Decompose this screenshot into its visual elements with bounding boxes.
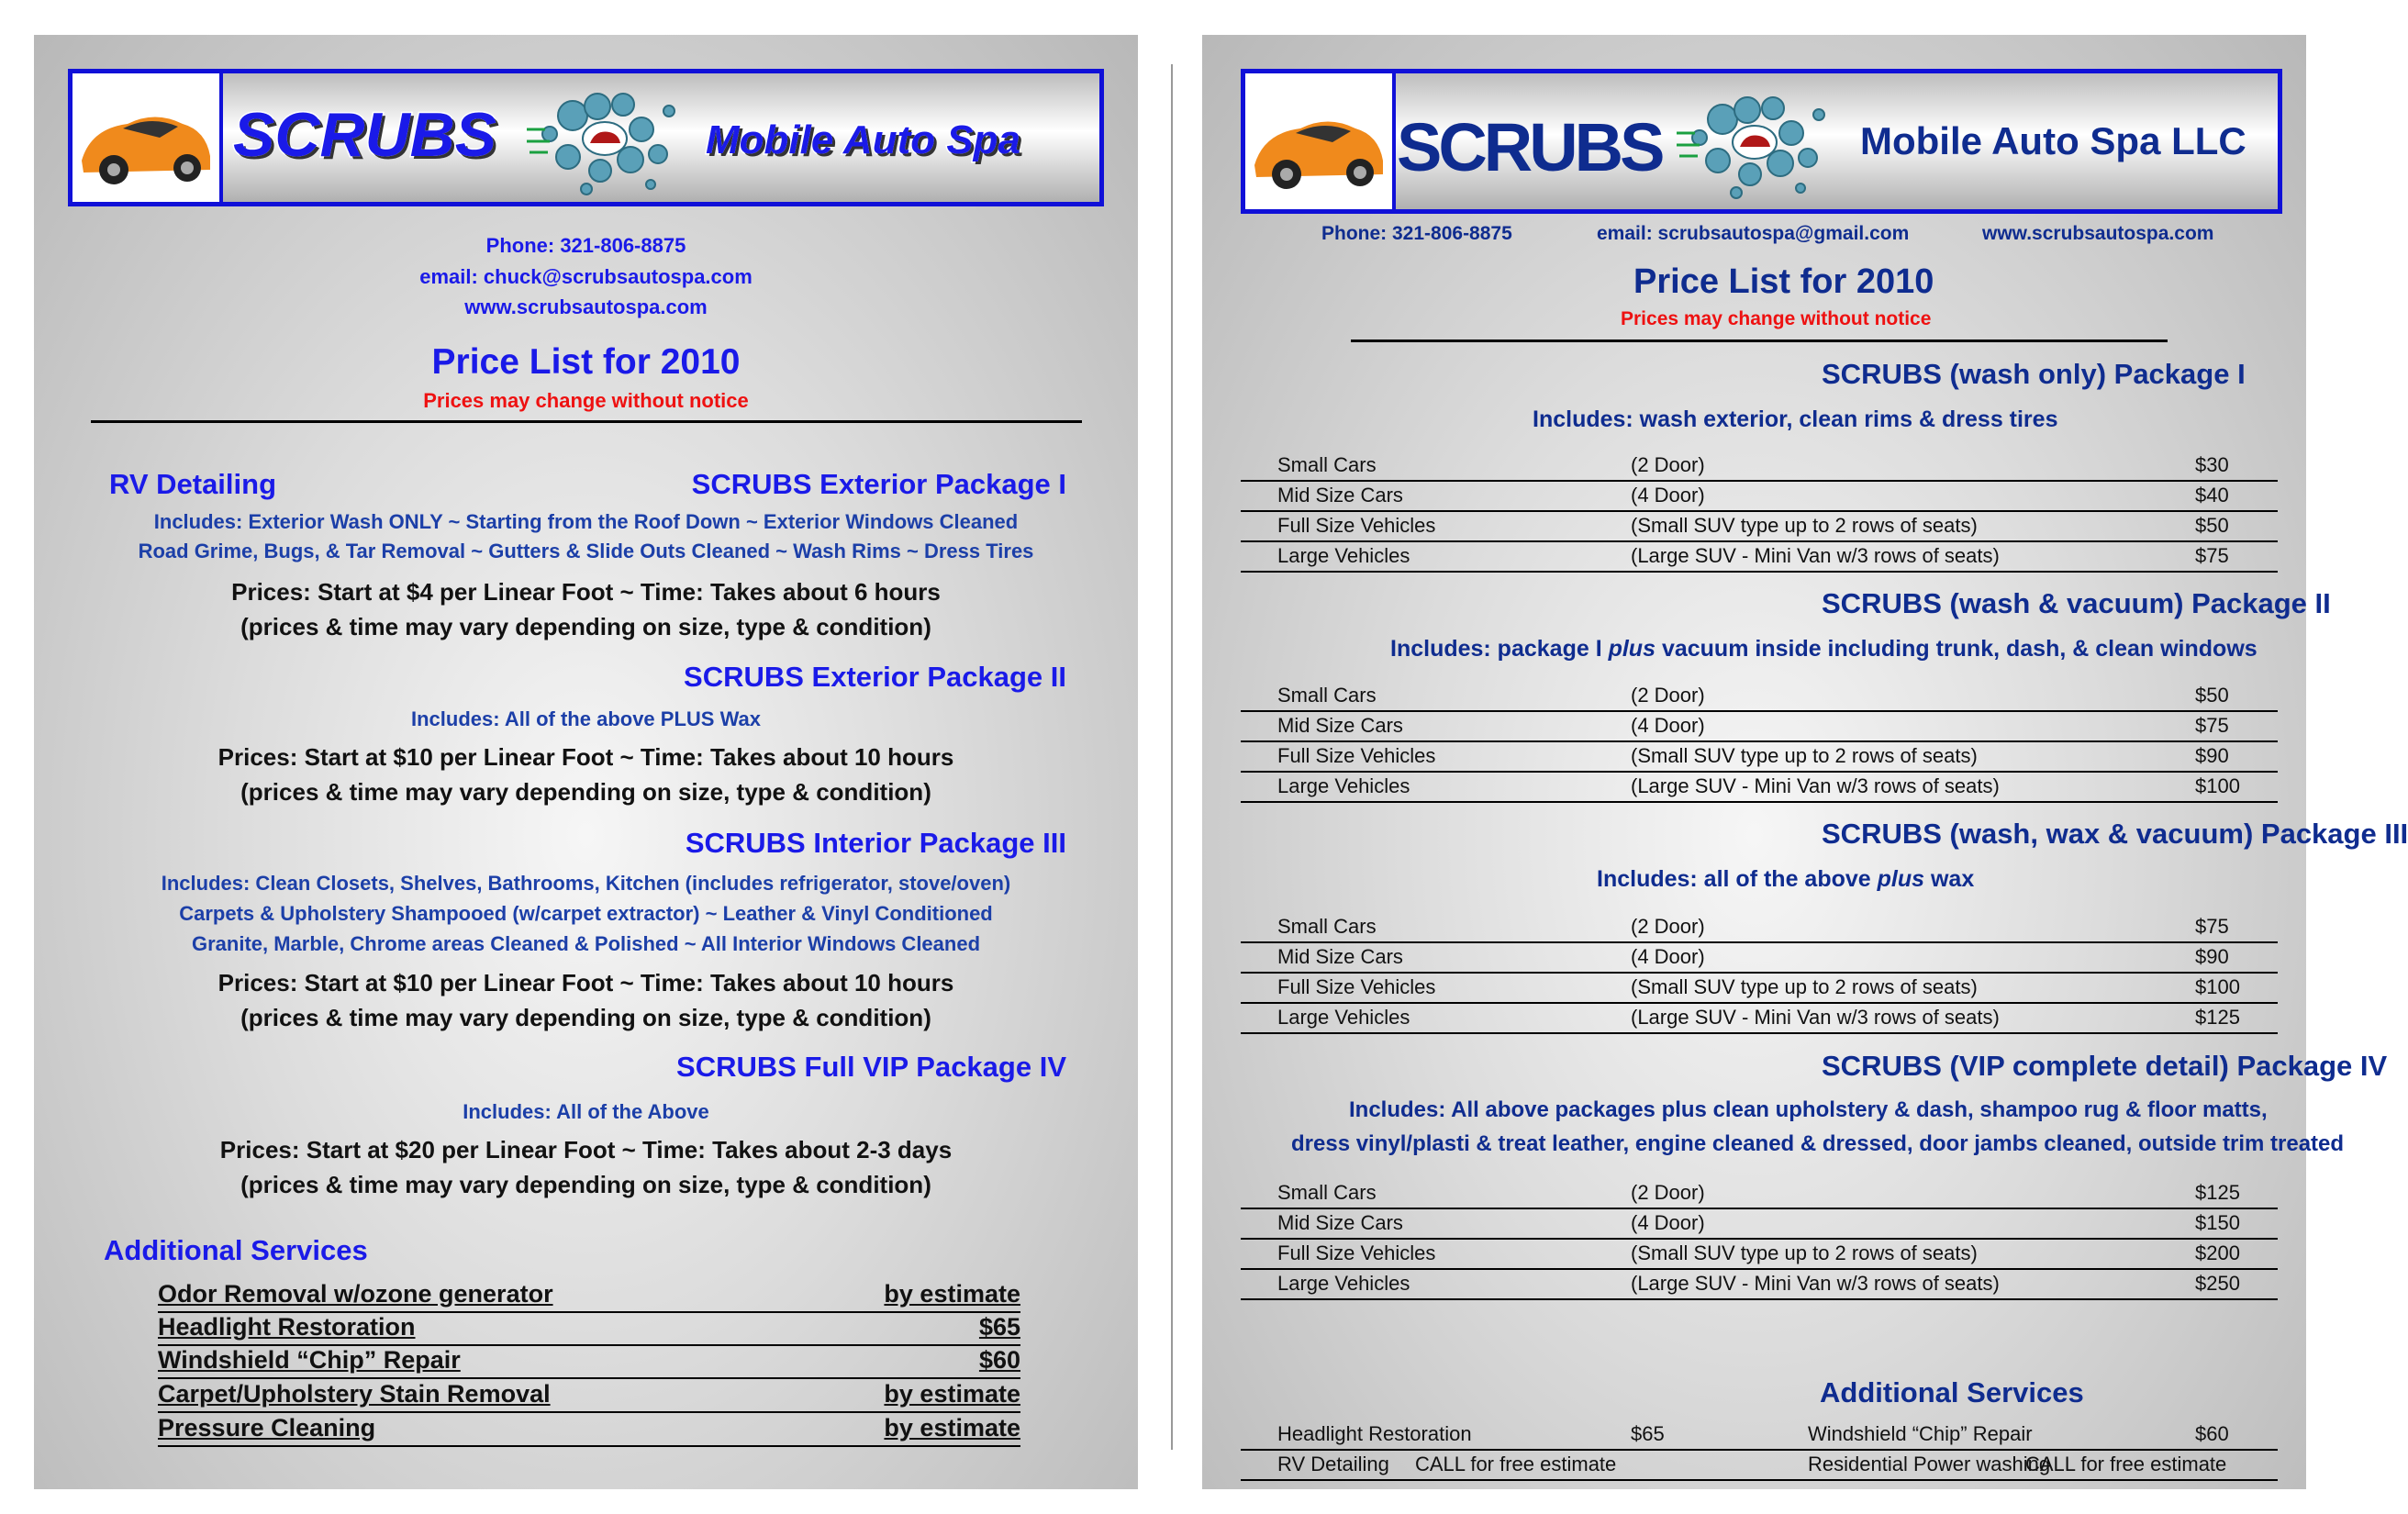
- package-1-includes: Includes: Exterior Wash ONLY ~ Starting from the Roof Down ~ Exterior Windows Cleaned: [153, 510, 1019, 533]
- additional-services-heading: Additional Services: [1820, 1376, 2084, 1408]
- vehicle-class: Small Cars: [1277, 915, 1377, 938]
- price-row: [1241, 480, 2278, 512]
- vehicle-desc: (Small SUV type up to 2 rows of seats): [1631, 744, 1978, 767]
- vehicle-class: Full Size Vehicles: [1277, 744, 1436, 767]
- vehicle-class: Small Cars: [1277, 684, 1377, 707]
- flyer-page-rv: [34, 35, 1138, 1489]
- service-price: $60: [978, 1346, 1020, 1374]
- vehicle-price: $125: [2195, 1006, 2240, 1029]
- service-row: [158, 1278, 1020, 1313]
- vehicle-price: $200: [2195, 1241, 2240, 1264]
- vehicle-price: $50: [2195, 514, 2229, 537]
- vehicle-price: $30: [2195, 453, 2229, 476]
- package-3-name: SCRUBS Interior Package III: [685, 827, 1066, 859]
- vehicle-class: Full Size Vehicles: [1277, 514, 1436, 537]
- price-row: [1241, 540, 2278, 573]
- price-row: [1241, 771, 2278, 803]
- vehicle-price: $100: [2195, 774, 2240, 797]
- vehicle-price: $90: [2195, 744, 2229, 767]
- car-image: [72, 73, 223, 202]
- package-4-includes: Includes: All above packages plus clean upholstery & dash, shampoo rug & floor matts,: [1349, 1097, 2268, 1122]
- email: email: chuck@scrubsautospa.com: [419, 265, 752, 288]
- includes-emphasis: plus: [1608, 636, 1656, 662]
- package-1-name: SCRUBS (wash only) Package I: [1822, 358, 2246, 390]
- phone: Phone: 321-806-8875: [1321, 223, 1512, 244]
- vehicle-desc: (Small SUV type up to 2 rows of seats): [1631, 1241, 1978, 1264]
- brand-tagline: Mobile Auto Spa: [706, 117, 1021, 162]
- package-1-name: SCRUBS Exterior Package I: [691, 468, 1066, 500]
- package-4-name: SCRUBS Full VIP Package IV: [676, 1051, 1066, 1083]
- vehicle-class: Mid Size Cars: [1277, 714, 1403, 737]
- vehicle-desc: (Small SUV type up to 2 rows of seats): [1631, 514, 1978, 537]
- vehicle-class: Mid Size Cars: [1277, 1211, 1403, 1234]
- includes-emphasis: plus: [1877, 866, 1925, 892]
- bubbles-logo-graphic: [522, 79, 687, 200]
- vehicle-price: $125: [2195, 1181, 2240, 1204]
- package-3-name: SCRUBS (wash, wax & vacuum) Package III: [1822, 818, 2408, 850]
- package-1-price: Prices: Start at $4 per Linear Foot ~ Time: Takes about 6 hours: [231, 578, 941, 606]
- title-divider: [91, 420, 1082, 423]
- service-row: [1241, 1449, 2278, 1481]
- package-4-price: Prices: Start at $20 per Linear Foot ~ Time: Takes about 2-3 days: [219, 1136, 953, 1163]
- includes-text: vacuum inside including trunk, dash, & clean windows: [1656, 636, 2258, 662]
- package-3-price: Prices: Start at $10 per Linear Foot ~ Time: Takes about 10 hours: [217, 969, 954, 996]
- package-2-includes: Includes: All of the above PLUS Wax: [411, 707, 761, 730]
- service-row: [158, 1311, 1020, 1346]
- vehicle-price: $100: [2195, 975, 2240, 998]
- vehicle-class: Large Vehicles: [1277, 544, 1410, 567]
- package-3-includes: Includes: Clean Closets, Shelves, Bathrooms, Kitchen (includes refrigerator, stove/oven): [161, 872, 1011, 895]
- price-row: [1241, 1268, 2278, 1300]
- package-1-includes: Includes: wash exterior, clean rims & dress tires: [1533, 406, 2058, 432]
- package-3-includes: Granite, Marble, Chrome areas Cleaned & Polished ~ All Interior Windows Cleaned: [191, 932, 981, 955]
- brand-logo: SCRUBS: [1397, 109, 1662, 185]
- package-3-includes: [1597, 866, 1974, 893]
- includes-text: Includes: package I: [1390, 636, 1609, 662]
- includes-text: Includes: all of the above: [1597, 866, 1878, 892]
- vehicle-desc: (4 Door): [1631, 484, 1705, 507]
- price-list-title: Price List for 2010: [1633, 262, 1934, 301]
- vehicle-desc: (4 Door): [1631, 1211, 1705, 1234]
- website: www.scrubsautospa.com: [464, 295, 708, 318]
- vehicle-class: Full Size Vehicles: [1277, 975, 1436, 998]
- service-price: $65: [1631, 1422, 1665, 1445]
- car-image: [1245, 73, 1396, 209]
- rv-detailing-heading: RV Detailing: [109, 468, 277, 500]
- service-price: CALL for free estimate: [1415, 1453, 1617, 1475]
- service-name: Carpet/Upholstery Stain Removal: [158, 1380, 551, 1408]
- vehicle-class: Large Vehicles: [1277, 1006, 1410, 1029]
- vehicle-price: $150: [2195, 1211, 2240, 1234]
- flyer-page-cars: [1202, 35, 2408, 1489]
- service-name: Headlight Restoration: [158, 1313, 416, 1341]
- service-name: Pressure Cleaning: [158, 1414, 376, 1442]
- vehicle-class: Mid Size Cars: [1277, 484, 1403, 507]
- service-name: Odor Removal w/ozone generator: [158, 1280, 553, 1308]
- additional-services-heading: Additional Services: [104, 1234, 368, 1266]
- service-row: [158, 1344, 1020, 1379]
- vehicle-desc: (Large SUV - Mini Van w/3 rows of seats): [1631, 544, 2000, 567]
- email: email: scrubsautospa@gmail.com: [1597, 223, 1910, 244]
- price-notice: Prices may change without notice: [423, 389, 749, 412]
- price-row: [1241, 911, 2278, 943]
- vehicle-desc: (Large SUV - Mini Van w/3 rows of seats): [1631, 1272, 2000, 1295]
- brand-logo: SCRUBS: [233, 100, 497, 170]
- service-name: RV Detailing: [1277, 1453, 1389, 1475]
- vehicle-class: Full Size Vehicles: [1277, 1241, 1436, 1264]
- package-1-vary: (prices & time may vary depending on size, type & condition): [240, 613, 931, 640]
- vehicle-price: $40: [2195, 484, 2229, 507]
- price-notice: Prices may change without notice: [1621, 308, 1932, 329]
- price-row: [1241, 1177, 2278, 1209]
- price-row: [1241, 710, 2278, 742]
- vehicle-desc: (2 Door): [1631, 1181, 1705, 1204]
- package-4-vary: (prices & time may vary depending on size, type & condition): [240, 1171, 931, 1198]
- vehicle-class: Large Vehicles: [1277, 774, 1410, 797]
- brand-tagline: Mobile Auto Spa LLC: [1860, 119, 2246, 162]
- package-3-includes: Carpets & Upholstery Shampooed (w/carpet extractor) ~ Leather & Vinyl Conditioned: [179, 902, 993, 925]
- vehicle-class: Large Vehicles: [1277, 1272, 1410, 1295]
- vehicle-price: $50: [2195, 684, 2229, 707]
- vehicle-desc: (Small SUV type up to 2 rows of seats): [1631, 975, 1978, 998]
- package-3-vary: (prices & time may vary depending on size, type & condition): [240, 1004, 931, 1031]
- package-4-includes: dress vinyl/plasti & treat leather, engine cleaned & dressed, door jambs cleaned, outside trim treated: [1291, 1131, 2345, 1156]
- phone: Phone: 321-806-8875: [485, 234, 686, 257]
- price-row: [1241, 740, 2278, 773]
- service-price: $60: [2195, 1422, 2229, 1445]
- package-2-price: Prices: Start at $10 per Linear Foot ~ Time: Takes about 10 hours: [217, 743, 954, 771]
- includes-text: wax: [1924, 866, 1975, 892]
- flyer-header: [68, 69, 1104, 206]
- package-2-name: SCRUBS Exterior Package II: [684, 661, 1066, 693]
- vehicle-desc: (Large SUV - Mini Van w/3 rows of seats): [1631, 774, 2000, 797]
- service-row: [158, 1378, 1020, 1413]
- service-name: Residential Power washing: [1808, 1453, 2051, 1475]
- package-2-vary: (prices & time may vary depending on size, type & condition): [240, 778, 931, 806]
- vehicle-class: Mid Size Cars: [1277, 945, 1403, 968]
- package-4-includes: Includes: All of the Above: [463, 1100, 709, 1123]
- package-2-name: SCRUBS (wash & vacuum) Package II: [1822, 587, 2331, 619]
- vehicle-desc: (4 Door): [1631, 945, 1705, 968]
- service-price: by estimate: [884, 1280, 1020, 1308]
- service-price: $65: [978, 1313, 1020, 1341]
- bubbles-logo-graphic: [1672, 81, 1837, 206]
- vehicle-desc: (2 Door): [1631, 684, 1705, 707]
- vehicle-price: $75: [2195, 915, 2229, 938]
- vehicle-desc: (2 Door): [1631, 453, 1705, 476]
- service-name: Windshield “Chip” Repair: [1808, 1422, 2033, 1445]
- page-divider: [1171, 64, 1173, 1450]
- flyer-header: [1241, 69, 2282, 214]
- price-row: [1241, 1002, 2278, 1034]
- vehicle-class: Small Cars: [1277, 453, 1377, 476]
- service-price: by estimate: [884, 1414, 1020, 1442]
- vehicle-price: $250: [2195, 1272, 2240, 1295]
- vehicle-class: Small Cars: [1277, 1181, 1377, 1204]
- price-row: [1241, 450, 2278, 482]
- service-name: Headlight Restoration: [1277, 1422, 1472, 1445]
- vehicle-desc: (4 Door): [1631, 714, 1705, 737]
- package-1-includes: Road Grime, Bugs, & Tar Removal ~ Gutters & Slide Outs Cleaned ~ Wash Rims ~ Dress Tires: [138, 540, 1034, 562]
- vehicle-price: $75: [2195, 544, 2229, 567]
- price-row: [1241, 680, 2278, 712]
- vehicle-price: $75: [2195, 714, 2229, 737]
- website: www.scrubsautospa.com: [1982, 223, 2214, 244]
- package-2-includes: [1390, 636, 2258, 662]
- service-row: [1241, 1419, 2278, 1451]
- title-divider: [1351, 340, 2168, 342]
- vehicle-desc: (Large SUV - Mini Van w/3 rows of seats): [1631, 1006, 2000, 1029]
- vehicle-price: $90: [2195, 945, 2229, 968]
- price-row: [1241, 972, 2278, 1004]
- price-row: [1241, 941, 2278, 974]
- price-row: [1241, 1208, 2278, 1240]
- price-row: [1241, 1238, 2278, 1270]
- vehicle-desc: (2 Door): [1631, 915, 1705, 938]
- price-row: [1241, 510, 2278, 542]
- package-4-name: SCRUBS (VIP complete detail) Package IV: [1822, 1050, 2388, 1082]
- service-price: by estimate: [884, 1380, 1020, 1408]
- service-row: [158, 1412, 1020, 1447]
- service-name: Windshield “Chip” Repair: [158, 1346, 461, 1374]
- price-list-title: Price List for 2010: [431, 342, 741, 382]
- service-price: CALL for free estimate: [2025, 1453, 2227, 1475]
